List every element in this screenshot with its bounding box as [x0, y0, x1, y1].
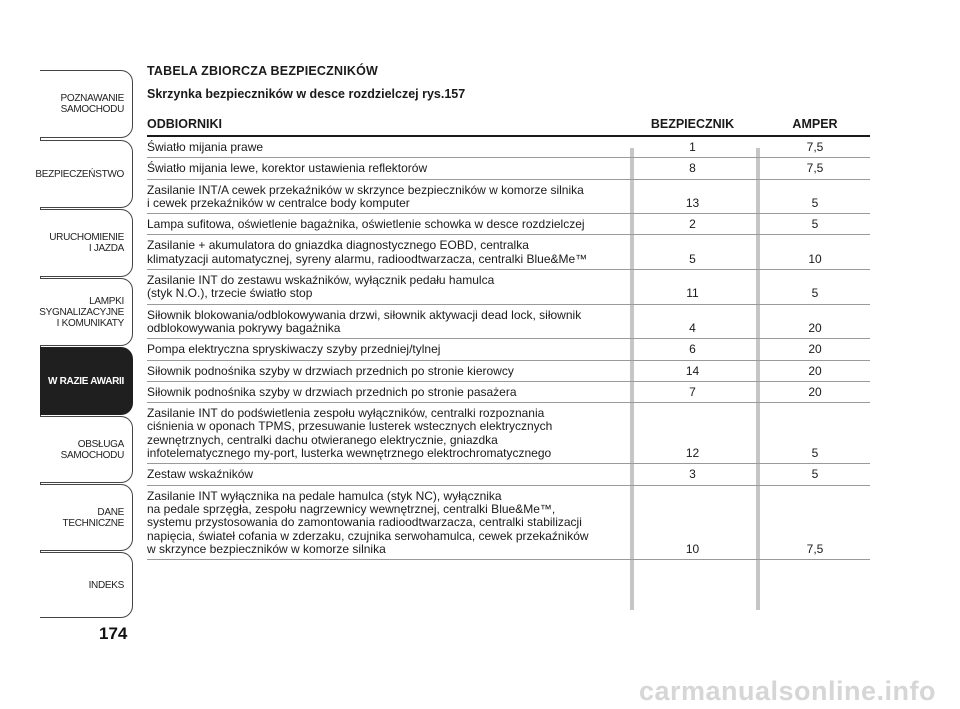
receiver-description: Zestaw wskaźników [147, 467, 254, 482]
table-row [147, 339, 870, 360]
amp-rating: 7,5 [806, 140, 824, 154]
sidebar-tab[interactable]: LAMPKI SYGNALIZACYJNE I KOMUNIKATY [40, 278, 133, 346]
fuse-number: 7 [689, 384, 696, 399]
receiver-description: Siłownik podnośnika szyby w drzwiach przednich po stronie kierowcy [147, 363, 514, 378]
header-fuse: BEZPIECZNIK [650, 117, 735, 131]
sidebar-tab[interactable]: URUCHOMIENIE I JAZDA [40, 209, 133, 277]
fuse-number: 8 [689, 161, 696, 176]
page-number: 174 [99, 624, 128, 643]
amp-rating: 5 [811, 195, 819, 210]
receiver-description: Światło mijania prawe [147, 140, 264, 154]
amp-rating: 20 [808, 363, 822, 378]
sidebar-tab[interactable]: POZNAWANIE SAMOCHODU [40, 70, 133, 138]
header-receivers: ODBIORNIKI [147, 117, 222, 131]
amp-rating: 20 [808, 320, 822, 335]
receiver-description: Pompa elektryczna spryskiwaczy szyby przedniej/tylnej [147, 342, 441, 357]
amp-rating: 5 [811, 286, 819, 301]
page-title: TABELA ZBIORCZA BEZPIECZNIKÓW [147, 64, 379, 78]
receiver-description: Światło mijania lewe, korektor ustawienia reflektorów [147, 161, 428, 176]
amp-rating: 20 [808, 342, 822, 357]
sidebar-tab[interactable]: W RAZIE AWARII [40, 347, 133, 415]
fuse-number: 13 [685, 195, 700, 210]
fuse-number: 11 [686, 286, 699, 301]
fuse-number: 6 [689, 342, 696, 357]
page-subtitle: Skrzynka bezpieczników w desce rozdzielczej rys.157 [147, 87, 466, 101]
receiver-description: Zasilanie INT wyłącznika na pedale hamulca (styk NC), wyłącznika na pedale sprzęgła, zespołu nagrzewnicy wewnętrznej, centralki Blue&Me™, systemu przystosowania do zamontowania radioodtwarzacza, centralki stabilizacji napięcia, świateł cofania w zderzaku, czujnika serwohamulca, cewek przekaźników w skrzynce bezpieczników w komorze silnika [147, 488, 589, 556]
table-row [147, 137, 870, 158]
table-row [147, 158, 870, 179]
receiver-description: Lampa sufitowa, oświetlenie bagażnika, oświetlenie schowka w desce rozdzielczej [147, 217, 585, 232]
sidebar-tab[interactable]: DANE TECHNICZNE [40, 484, 133, 551]
fuse-number: 10 [685, 541, 700, 556]
receiver-description: Zasilanie INT do podświetlenia zespołu wyłączników, centralki rozpoznania ciśnienia w oponach TPMS, przesuwanie lusterek wstecznych elektrycznych zewnętrznych, centralki dachu otwieranego elektrycznie, gniazdka infotelematycznego my-port, lusterka wewnętrznego elektrochromatycznego [147, 406, 553, 461]
table-row [147, 180, 870, 215]
fuse-number: 14 [685, 363, 700, 378]
amp-rating: 5 [811, 217, 819, 232]
header-amp: AMPER [792, 117, 838, 131]
receiver-description: Zasilanie INT do zestawu wskaźników, wyłącznik pedału hamulca (styk N.O.), trzecie światło stop [147, 273, 495, 301]
fuse-number: 2 [689, 217, 696, 232]
fuse-number: 3 [689, 467, 696, 482]
receiver-description: Siłownik blokowania/odblokowywania drzwi, siłownik aktywacji dead lock, siłownik odblokowywania pokrywy bagażnika [147, 307, 582, 335]
table-header [147, 117, 870, 137]
watermark: carmanualsonline.info [638, 676, 936, 706]
table-row [147, 214, 870, 235]
table-row [147, 270, 870, 305]
amp-rating: 20 [808, 384, 822, 399]
table-row [147, 305, 870, 340]
receiver-description: Siłownik podnośnika szyby w drzwiach przednich po stronie pasażera [147, 384, 517, 399]
fuse-number: 1 [689, 140, 696, 154]
table-row [147, 361, 870, 382]
table-row [147, 464, 870, 485]
amp-rating: 5 [811, 446, 819, 461]
receiver-description: Zasilanie + akumulatora do gniazdka diagnostycznego EOBD, centralka klimatyzacji automatycznej, syreny alarmu, radioodtwarzacza, centralki Blue&Me™ [147, 238, 588, 266]
amp-rating: 7,5 [806, 541, 824, 556]
table-row [147, 382, 870, 403]
fuse-number: 5 [689, 251, 696, 266]
table-body [147, 137, 870, 560]
amp-rating: 7,5 [806, 161, 824, 176]
fuse-number: 12 [685, 446, 700, 461]
sidebar-tab[interactable]: OBSŁUGA SAMOCHODU [40, 416, 133, 483]
amp-rating: 10 [808, 251, 822, 266]
table-row [147, 486, 870, 560]
amp-rating: 5 [811, 467, 819, 482]
table-row [147, 235, 870, 270]
table-row [147, 403, 870, 464]
sidebar-tab[interactable]: BEZPIECZEŃSTWO [40, 140, 133, 208]
fuse-number: 4 [689, 320, 696, 335]
fuse-table [147, 117, 870, 560]
receiver-description: Zasilanie INT/A cewek przekaźników w skrzynce bezpieczników w komorze silnika i cewek przekaźników w centralce body komputer [147, 182, 584, 210]
document-content [147, 64, 870, 560]
sidebar-tab[interactable]: INDEKS [40, 552, 133, 618]
